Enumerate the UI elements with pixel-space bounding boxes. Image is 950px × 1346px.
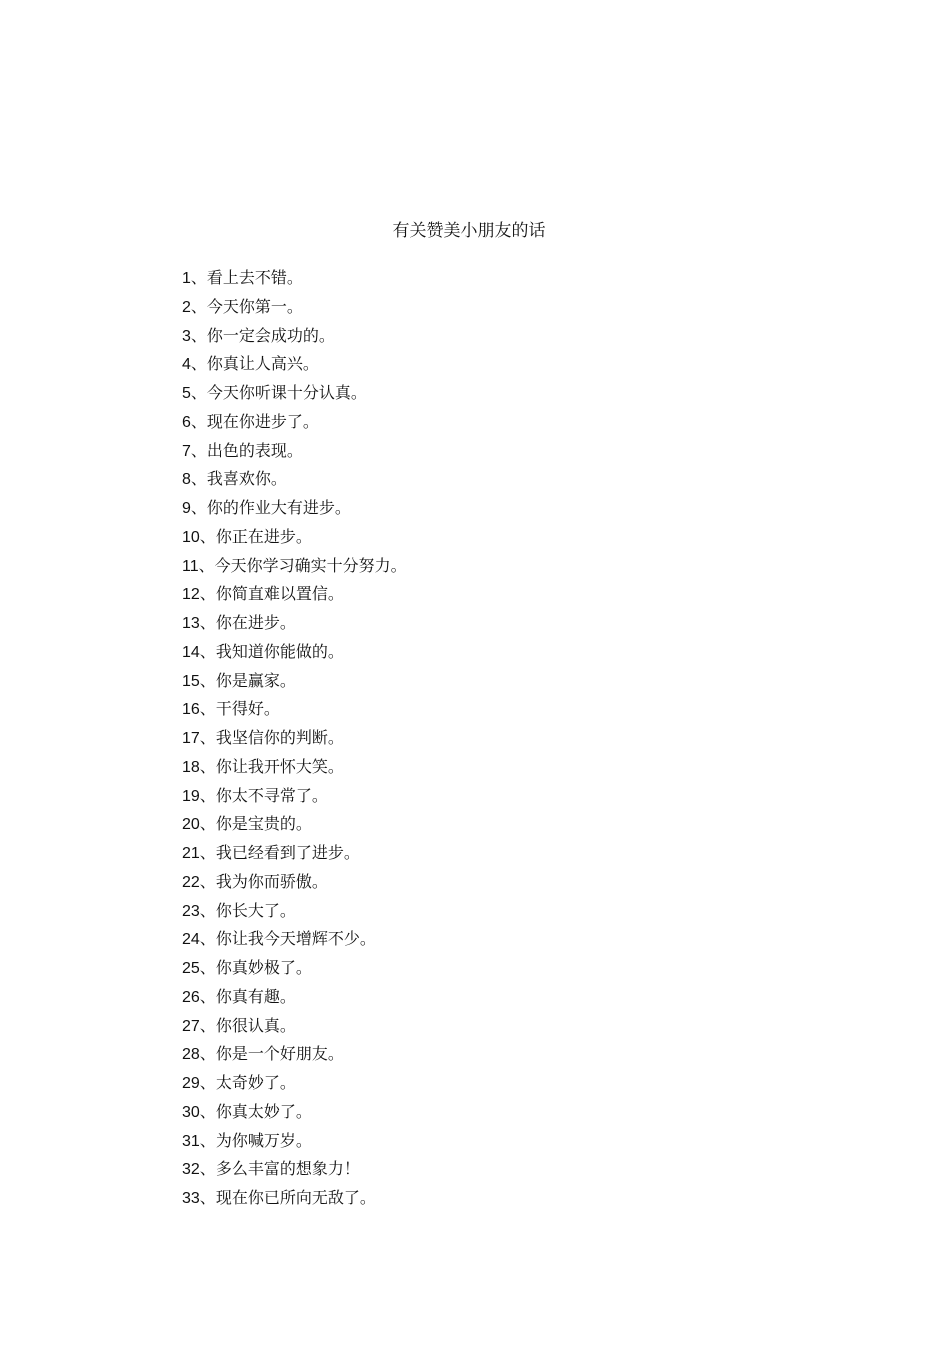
list-item-text: 我知道你能做的。 — [215, 641, 344, 661]
list-item-separator: 、 — [199, 785, 216, 805]
list-item-text: 你在进步。 — [215, 613, 296, 632]
list-item — [182, 810, 407, 839]
list-item — [182, 782, 407, 811]
list-item — [182, 1012, 407, 1041]
list-item-number: 29 — [182, 1075, 200, 1092]
list-item-text: 你一定会成功的。 — [206, 325, 335, 345]
list-item-number: 30 — [182, 1103, 200, 1121]
list-item-text: 你的作业大有进步。 — [206, 498, 351, 517]
list-item-text: 你很认真。 — [215, 1015, 296, 1035]
list-item-number: 1 — [182, 270, 191, 287]
list-item-number: 6 — [182, 413, 191, 431]
list-item — [182, 1184, 407, 1213]
list-item-text: 今天你第一。 — [206, 296, 303, 316]
list-item-separator: 、 — [190, 296, 207, 316]
list-item-separator: 、 — [190, 268, 207, 287]
list-item-separator: 、 — [190, 469, 207, 489]
list-item-text: 现在你进步了。 — [206, 411, 319, 431]
list-item — [182, 350, 407, 379]
list-item-number: 19 — [182, 787, 200, 805]
list-item-text: 你是一个好朋友。 — [215, 1044, 344, 1064]
list-item-text: 我坚信你的判断。 — [215, 728, 344, 747]
list-item-number: 7 — [182, 442, 191, 460]
list-item — [182, 1069, 407, 1098]
list-item — [182, 1098, 407, 1127]
list-item-text: 今天你听课十分认真。 — [206, 383, 367, 402]
list-item-text: 看上去不错。 — [206, 268, 303, 287]
list-item — [182, 925, 407, 954]
list-item-number: 14 — [182, 643, 200, 661]
list-item-number: 27 — [182, 1017, 200, 1035]
list-item-separator: 、 — [199, 871, 216, 891]
list-item-number: 16 — [182, 701, 200, 719]
list-item-number: 31 — [182, 1132, 200, 1150]
list-item-text: 我已经看到了进步。 — [215, 843, 360, 862]
list-item-separator: 、 — [198, 555, 215, 575]
list-item — [182, 379, 407, 408]
list-item — [182, 667, 407, 696]
list-item-number: 8 — [182, 471, 191, 489]
list-item-separator: 、 — [199, 929, 216, 949]
list-item — [182, 465, 407, 494]
list-item-text: 你让我开怀大笑。 — [215, 756, 344, 776]
list-item-separator: 、 — [199, 1130, 216, 1150]
list-item-separator: 、 — [199, 843, 216, 862]
list-item-number: 32 — [182, 1161, 200, 1179]
list-item-number: 10 — [182, 528, 200, 546]
list-item — [182, 322, 407, 351]
list-item-separator: 、 — [199, 1044, 216, 1064]
list-item-separator: 、 — [199, 1073, 216, 1092]
list-item — [182, 437, 407, 466]
list-item-number: 22 — [182, 873, 200, 891]
list-item-text: 你真让人高兴。 — [206, 354, 319, 374]
list-item-number: 24 — [182, 931, 200, 949]
list-item-number: 4 — [182, 356, 191, 374]
list-item-number: 3 — [182, 327, 191, 345]
list-item-text: 现在你已所向无敌了。 — [215, 1188, 376, 1207]
list-item — [182, 1155, 407, 1184]
list-item-separator: 、 — [199, 670, 216, 690]
list-item-separator: 、 — [190, 440, 207, 460]
list-item-text: 出色的表现。 — [206, 440, 303, 460]
list-item-separator: 、 — [190, 383, 207, 402]
list-item-text: 你真有趣。 — [215, 986, 296, 1006]
list-item — [182, 1127, 407, 1156]
list-item-separator: 、 — [190, 498, 207, 517]
list-item — [182, 609, 407, 638]
list-item-number: 20 — [182, 816, 200, 834]
list-item-separator: 、 — [190, 411, 207, 431]
list-item-number: 9 — [182, 500, 191, 517]
list-item — [182, 983, 407, 1012]
list-item-text: 我喜欢你。 — [206, 469, 287, 489]
list-item-separator: 、 — [199, 1159, 216, 1179]
list-item-text: 你是赢家。 — [215, 670, 296, 690]
list-item — [182, 638, 407, 667]
list-item-text: 我为你而骄傲。 — [215, 871, 328, 891]
list-item — [182, 523, 407, 552]
page-title: 有关赞美小朋友的话 — [392, 221, 546, 241]
list-item-separator: 、 — [199, 1015, 216, 1035]
list-item-text: 多么丰富的想象力！ — [215, 1159, 360, 1179]
list-item-separator: 、 — [199, 641, 216, 661]
list-item-number: 5 — [182, 385, 191, 402]
list-item — [182, 552, 407, 581]
list-item-separator: 、 — [199, 1101, 216, 1121]
list-item — [182, 897, 407, 926]
list-item-separator: 、 — [199, 613, 216, 632]
list-item-number: 13 — [182, 615, 200, 632]
list-item — [182, 839, 407, 868]
list-item-number: 15 — [182, 672, 200, 690]
list-item-number: 23 — [182, 902, 200, 920]
list-item-number: 18 — [182, 758, 200, 776]
list-item-text: 你简直难以置信。 — [215, 584, 344, 604]
list-item-number: 26 — [182, 988, 200, 1006]
list-item — [182, 408, 407, 437]
list-item-separator: 、 — [190, 325, 207, 345]
list-item — [182, 293, 407, 322]
list-item-text: 今天你学习确实十分努力。 — [214, 555, 407, 575]
list-item-separator: 、 — [199, 728, 216, 747]
list-item-text: 你长大了。 — [215, 900, 296, 920]
list-item-separator: 、 — [199, 756, 216, 776]
list-item-separator: 、 — [199, 526, 216, 546]
list-item-text: 你真太妙了。 — [215, 1101, 312, 1121]
list-item-text: 你正在进步。 — [215, 526, 312, 546]
list-item-number: 33 — [182, 1190, 200, 1207]
list-item — [182, 494, 407, 523]
list-item-separator: 、 — [199, 986, 216, 1006]
list-item-text: 你是宝贵的。 — [215, 814, 312, 834]
list-item-separator: 、 — [199, 814, 216, 834]
list-item-text: 你太不寻常了。 — [215, 785, 328, 805]
list-item — [182, 724, 407, 753]
list-item-separator: 、 — [190, 354, 207, 374]
list-item-separator: 、 — [199, 584, 216, 604]
list-item-separator: 、 — [199, 900, 216, 920]
list-item-text: 你真妙极了。 — [215, 958, 312, 977]
list-item — [182, 695, 407, 724]
praise-phrase-list — [182, 264, 407, 1213]
list-item — [182, 580, 407, 609]
list-item-separator: 、 — [199, 958, 216, 977]
list-item-number: 21 — [182, 845, 200, 862]
list-item — [182, 264, 407, 293]
list-item-text: 为你喊万岁。 — [215, 1130, 312, 1150]
list-item-separator: 、 — [199, 699, 216, 719]
list-item — [182, 868, 407, 897]
list-item-text: 干得好。 — [215, 699, 280, 719]
list-item-number: 25 — [182, 960, 200, 977]
list-item-text: 你让我今天增辉不少。 — [215, 929, 376, 949]
list-item-number: 2 — [182, 298, 191, 316]
list-item-number: 28 — [182, 1046, 200, 1064]
list-item-number: 12 — [182, 586, 200, 604]
list-item-separator: 、 — [199, 1188, 216, 1207]
list-item — [182, 753, 407, 782]
list-item-number: 17 — [182, 730, 200, 747]
list-item — [182, 954, 407, 983]
list-item — [182, 1040, 407, 1069]
list-item-number: 11 — [182, 557, 199, 575]
list-item-text: 太奇妙了。 — [215, 1073, 296, 1092]
